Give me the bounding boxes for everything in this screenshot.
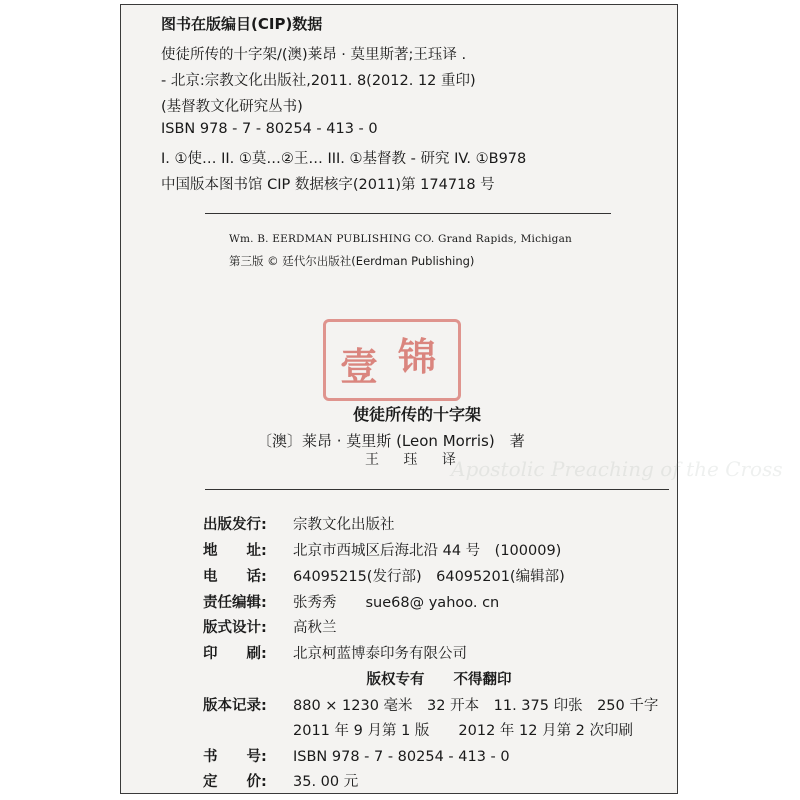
info-label: 出版发行:: [203, 517, 267, 533]
book-author: 〔澳〕莱昂 · 莫里斯 (Leon Morris) 著: [257, 432, 525, 450]
cip-line: ISBN 978 - 7 - 80254 - 413 - 0: [161, 121, 378, 137]
edition-note: 第三版 © 廷代尔出版社(Eerdman Publishing): [229, 254, 475, 268]
publisher-english: Wm. B. EERDMAN PUBLISHING CO. Grand Rapids, Michigan: [229, 233, 573, 245]
edition-record: [203, 694, 658, 715]
info-label: 地 址:: [203, 543, 267, 559]
info-label: 定 价:: [203, 774, 267, 790]
info-label: 版式设计:: [203, 620, 267, 636]
cip-line: 使徒所传的十字架/(澳)莱昂 · 莫里斯著;王珏译 .: [161, 47, 467, 63]
info-row: [203, 616, 337, 637]
info-value: ISBN 978 - 7 - 80254 - 413 - 0: [293, 749, 510, 765]
info-row: [203, 539, 561, 560]
book-translator: 王 珏 译: [365, 452, 466, 468]
info-row: [203, 642, 467, 663]
info-label: 印 刷:: [203, 646, 267, 662]
info-value: 宗教文化出版社: [293, 517, 395, 533]
price-row: [203, 770, 358, 791]
info-row: [203, 513, 395, 534]
isbn-row: [203, 745, 510, 766]
info-value: 高秋兰: [293, 620, 337, 636]
info-row: [203, 565, 565, 586]
info-value: 880 × 1230 毫米 32 开本 11. 375 印张 250 千字: [293, 698, 659, 714]
info-label: 版本记录:: [203, 698, 267, 714]
info-value: 2011 年 9 月第 1 版 2012 年 12 月第 2 次印刷: [293, 723, 634, 739]
info-value: 64095215(发行部) 64095201(编辑部): [293, 569, 565, 585]
rights-notice: 版权专有 不得翻印: [366, 672, 512, 688]
seal-stamp: [323, 319, 461, 401]
divider: [205, 489, 669, 490]
cip-line: - 北京:宗教文化出版社,2011. 8(2012. 12 重印): [161, 73, 476, 89]
cip-line: I. ①使… II. ①莫…②王… III. ①基督教 - 研究 IV. ①B978: [161, 151, 527, 167]
info-value: 北京柯蓝博泰印务有限公司: [293, 646, 467, 662]
info-value: 北京市西城区后海北沿 44 号 (100009): [293, 543, 562, 559]
info-label: 电 话:: [203, 569, 267, 585]
info-value: 张秀秀 sue68@ yahoo. cn: [293, 595, 500, 611]
info-value: 35. 00 元: [293, 774, 359, 790]
divider: [205, 213, 611, 214]
seal-char: 锦: [398, 334, 437, 379]
cip-line: 中国版本图书馆 CIP 数据核字(2011)第 174718 号: [161, 177, 495, 193]
seal-char: 壹: [340, 344, 379, 389]
edition-record-line2: [203, 719, 633, 740]
info-label: 责任编辑:: [203, 595, 267, 611]
book-title: 使徒所传的十字架: [353, 405, 482, 424]
info-row: [203, 591, 499, 612]
info-label: 书 号:: [203, 749, 267, 765]
copyright-page: [120, 4, 783, 794]
cip-line: (基督教文化研究丛书): [161, 99, 303, 115]
show-through-text: Apostolic Preaching of the Cross: [451, 457, 783, 481]
cip-title: 图书在版编目(CIP)数据: [161, 15, 323, 33]
